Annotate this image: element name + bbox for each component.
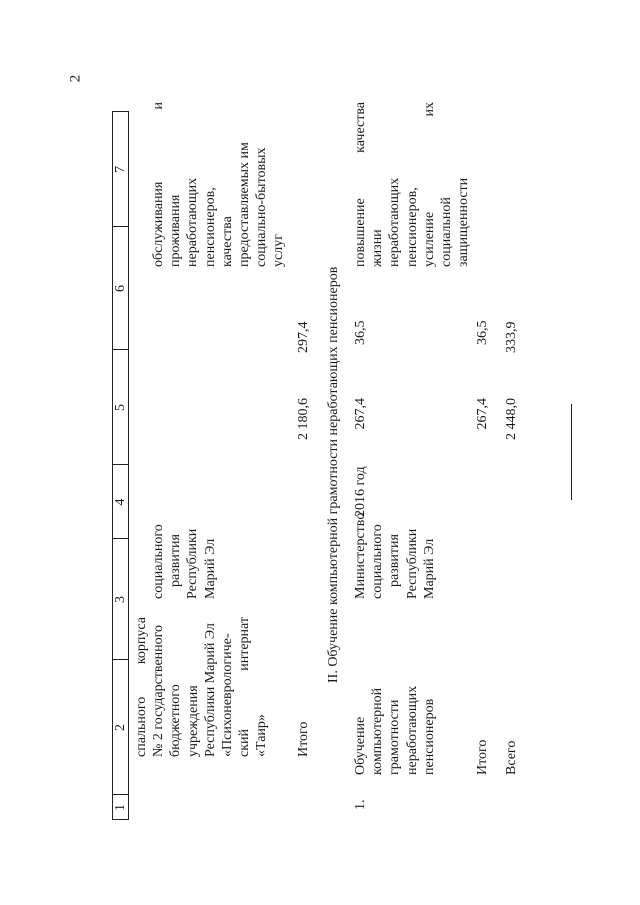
table-cell-line: спального корпуса	[134, 617, 149, 757]
table-cell-line: пенсионеров	[421, 698, 437, 775]
vsego-sum-col6: 333,9	[504, 321, 519, 353]
table-cell-line: Марий Эл	[421, 538, 437, 599]
cont-row-col3	[150, 489, 219, 599]
table-cell-line: предоставляемых им	[237, 142, 253, 267]
header-col-4: 4	[113, 498, 128, 506]
table-cell-line: учреждения	[185, 685, 201, 757]
itogo-label: Итого	[296, 721, 311, 757]
cont-row-col7	[150, 102, 288, 267]
vsego-sum-col5: 2 448,0	[504, 398, 519, 440]
row1-col2	[352, 655, 438, 775]
table-cell-line: усиление их	[421, 102, 437, 267]
table-cell-line: «Психоневрологиче-	[220, 633, 236, 757]
table-cell-line: развития	[387, 534, 403, 587]
table-cell-line: неработающих	[404, 685, 420, 775]
table-cell-line: бюджетного	[168, 684, 184, 757]
table-cell-line: Марий Эл	[202, 538, 218, 599]
closing-rule	[571, 404, 572, 500]
itogo-sum-col6: 36,5	[475, 320, 490, 345]
cont-row-col2	[133, 617, 271, 757]
row-number: 1.	[353, 799, 368, 810]
table-cell-line: социального	[370, 524, 386, 599]
table-cell-line: услуг	[271, 234, 287, 267]
header-col-3: 3	[113, 596, 128, 603]
table-cell-line: «Таир»	[254, 714, 270, 757]
table-cell-line: жизни	[370, 229, 386, 267]
header-col-2: 2	[113, 724, 128, 731]
header-col-6: 6	[113, 285, 128, 292]
table-cell-line: социальной	[439, 197, 455, 267]
itogo-sum-col5: 267,4	[475, 398, 490, 430]
itogo-sum-col6: 297,4	[296, 321, 311, 353]
table-cell-line: грамотности	[387, 699, 403, 775]
header-col-7: 7	[113, 166, 128, 173]
table-cell-line: Республики	[404, 528, 420, 599]
table-cell-line: компьютерной	[370, 687, 386, 775]
itogo-label: Итого	[475, 739, 490, 775]
table-cell-line: защищенности	[456, 177, 472, 267]
row1-col7	[352, 102, 472, 267]
table-cell-line: социального	[151, 524, 166, 599]
table-cell-line: Министерство	[353, 512, 368, 599]
vsego-label: Всего	[504, 740, 519, 775]
table-cell-line: проживания	[168, 194, 184, 267]
table-cell-line: социально-бытовых	[254, 147, 270, 267]
table-cell-line: неработающих	[185, 177, 201, 267]
table-cell-line: повышение качества	[353, 102, 368, 267]
header-col-1: 1	[113, 804, 128, 811]
page-number: 2	[67, 74, 84, 83]
table-cell-line: развития	[168, 534, 184, 587]
row1-col4: 2016 год	[353, 466, 368, 517]
table-cell-line: обслуживания и	[151, 102, 166, 267]
table-cell-line: качества	[219, 216, 235, 267]
table-cell-line: ский интернат	[237, 617, 253, 757]
itogo-sum-col5: 2 180,6	[296, 398, 311, 440]
table-cell-line: № 2 государственного	[151, 624, 167, 757]
row1-col5: 267,4	[353, 398, 368, 430]
table-cell-line: Обучение	[353, 716, 368, 775]
table-cell-line: неработающих	[387, 177, 403, 267]
row1-col6: 36,5	[353, 320, 368, 345]
table-cell-line: пенсионеров,	[202, 187, 218, 267]
section-title: II. Обучение компьютерной грамотности неработающих пенсионеров	[326, 266, 341, 683]
table-cell-line: пенсионеров,	[404, 187, 420, 267]
table-cell-line: Республики	[185, 528, 201, 599]
header-col-5: 5	[113, 404, 128, 411]
table-cell-line: Республики Марий Эл	[202, 623, 218, 757]
